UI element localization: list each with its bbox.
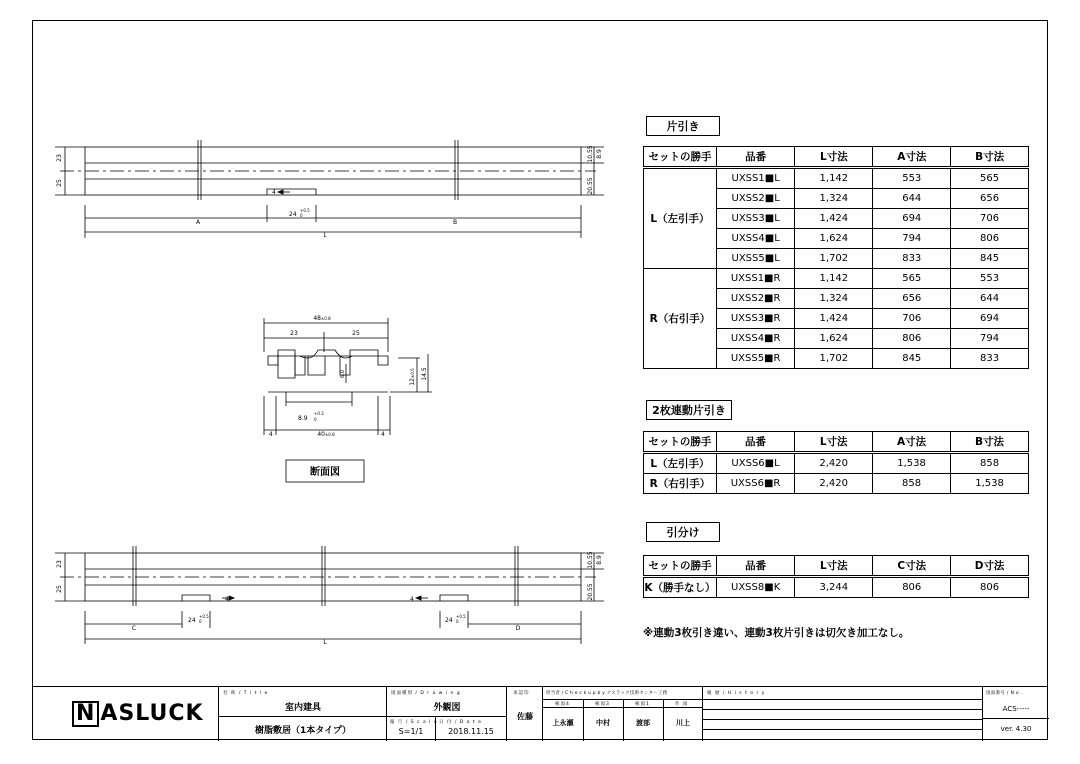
cell: 806 [951, 577, 1029, 598]
cell: 1,538 [951, 474, 1029, 494]
cell: K（勝手なし） [644, 577, 717, 598]
cell: UXSS4■R [716, 329, 794, 349]
number-label: 図面番号 / N o . [986, 691, 1023, 696]
header-c: C寸法 [873, 556, 951, 577]
split-table-title: 引分け [646, 522, 720, 542]
header-l: L寸法 [795, 556, 873, 577]
history-cell [702, 687, 982, 741]
scale-label: 縮 尺 / S c a l e [390, 720, 438, 725]
header-d: D寸法 [951, 556, 1029, 577]
section-slot: 8.9 [298, 415, 308, 422]
cell: 845 [951, 249, 1029, 269]
section-side-left: 4 [269, 431, 273, 438]
section-height-inner: 12±0.5 [409, 368, 416, 386]
cell: 1,142 [795, 168, 873, 189]
cell: 806 [873, 329, 951, 349]
cell: 2,420 [795, 474, 873, 494]
cell: UXSS3■L [716, 209, 794, 229]
check-label: 担当者 / C h e c k u p b y ナスラック技術センター工務 [546, 691, 668, 696]
cell: 656 [951, 189, 1029, 209]
checker-name: 川上 [676, 719, 690, 727]
header-b: B寸法 [951, 147, 1029, 168]
top-dim-right-2: 8.9 [596, 149, 603, 159]
cell: 1,424 [795, 209, 873, 229]
checkers-cell [542, 687, 702, 741]
cell: UXSS8■K [716, 577, 794, 598]
table-row [644, 577, 1029, 598]
cell: 565 [951, 168, 1029, 189]
bottom-label-d: D [515, 625, 521, 632]
cell: 1,324 [795, 189, 873, 209]
cell: UXSS6■R [716, 474, 794, 494]
table-row [644, 453, 1029, 474]
bottom-label-l: L [323, 639, 327, 646]
top-dim-right-1: 10.55 [587, 145, 594, 163]
top-notch-dim: 24 [289, 211, 297, 218]
cell: UXSS6■L [716, 453, 794, 474]
version: ver. 4.30 [1000, 725, 1032, 733]
header-part: 品番 [716, 147, 794, 168]
table-row [644, 474, 1029, 494]
top-notch-tol-lower: 0 [300, 213, 303, 218]
cell: UXSS2■R [716, 289, 794, 309]
header-b: B寸法 [951, 432, 1029, 453]
cell: 553 [951, 269, 1029, 289]
checker-role: 検図3 [595, 702, 610, 707]
hand-left: L（左引手） [644, 168, 717, 269]
cell: 3,244 [795, 577, 873, 598]
cell: 1,538 [873, 453, 951, 474]
single-table-title: 片引き [646, 116, 720, 136]
drawing-number: ACS----- [1002, 705, 1030, 713]
cell: 553 [873, 168, 951, 189]
checker-role: 検図1 [635, 702, 650, 707]
cell: L（左引手） [644, 453, 717, 474]
top-dim-left-bottom: 25 [56, 179, 63, 187]
checker-name: 上永瀬 [552, 719, 574, 727]
double-slide-table [643, 431, 1029, 494]
drawing-cell [386, 687, 506, 741]
bottom-dim-right-3: 20.55 [587, 583, 594, 601]
top-view [55, 140, 604, 238]
split-slide-table [643, 555, 1029, 598]
bottom-notch-right: 24 [445, 617, 453, 624]
cell: UXSS5■L [716, 249, 794, 269]
double-table-title: 2枚連動片引き [646, 400, 732, 420]
cell: 833 [951, 349, 1029, 369]
hand-right: R（右引手） [644, 269, 717, 369]
bottom-notch-left: 24 [188, 617, 196, 624]
cell: 845 [873, 349, 951, 369]
header-part: 品番 [716, 556, 794, 577]
header-l: L寸法 [795, 432, 873, 453]
history-label: 履 歴 / H i s t o r y [707, 691, 766, 696]
cell: 656 [873, 289, 951, 309]
header-part: 品番 [716, 432, 794, 453]
section-view [264, 318, 432, 482]
title-line-1: 室内建具 [284, 703, 321, 713]
table-row [644, 168, 1029, 189]
title-line-2: 樹脂敷居（1本タイプ） [255, 726, 351, 736]
bottom-notch-right-tol-lower: 0 [456, 619, 459, 624]
cell: UXSS4■L [716, 229, 794, 249]
date-value: 2018.11.15 [448, 727, 494, 736]
cell: 694 [951, 309, 1029, 329]
date-label: 日 付 / D a t e [439, 720, 482, 725]
header-a: A寸法 [873, 147, 951, 168]
top-label-a: A [195, 219, 201, 226]
checker-role: 検図4 [555, 702, 570, 707]
section-slot-tol-upper: +0.3 [314, 411, 324, 416]
checker-role: 作 図 [675, 702, 689, 707]
cell: UXSS1■L [716, 168, 794, 189]
logo-n: N [72, 701, 99, 727]
approver-cell [506, 687, 542, 741]
bottom-dim-left-top: 23 [56, 560, 63, 568]
drawing-type: 外観図 [433, 703, 461, 713]
cell: 706 [873, 309, 951, 329]
section-width-top: 48±0.8 [313, 315, 331, 322]
header-hand: セットの勝手 [644, 432, 717, 453]
approver-name: 佐藤 [517, 712, 533, 721]
header-a: A寸法 [873, 432, 951, 453]
bottom-view [55, 546, 604, 644]
company-logo [72, 701, 204, 727]
header-hand: セットの勝手 [644, 147, 717, 168]
section-half-right: 25 [352, 330, 360, 337]
cell: 1,624 [795, 229, 873, 249]
section-height-total: 14.5 [421, 367, 428, 381]
cell: UXSS2■L [716, 189, 794, 209]
cell: 794 [873, 229, 951, 249]
cell: 1,324 [795, 289, 873, 309]
cell: 644 [951, 289, 1029, 309]
section-slot-tol-lower: 0 [314, 417, 317, 422]
cell: 2,420 [795, 453, 873, 474]
logo-text: ASLUCK [100, 701, 204, 726]
cell: 1,702 [795, 249, 873, 269]
top-dim-left-top: 23 [56, 154, 63, 162]
header-hand: セットの勝手 [644, 556, 717, 577]
cell: 644 [873, 189, 951, 209]
bottom-notch-left-tol-lower: 0 [199, 619, 202, 624]
bottom-notch-right-tol-upper: +0.5 [456, 614, 466, 619]
title-block [32, 686, 1048, 741]
top-label-b: B [452, 219, 458, 226]
cell: 1,142 [795, 269, 873, 289]
table-note: ※連動3枚引き違い、連動3枚片引きは切欠き加工なし。 [643, 627, 910, 639]
number-cell [982, 687, 1048, 741]
section-width-bottom: 40±0.8 [317, 431, 335, 438]
drawing-label: 図面種別 / D r a w i n g [391, 691, 461, 696]
bottom-label-c: C [131, 625, 137, 632]
approver-label: 承認印 [513, 691, 530, 696]
cell: 706 [951, 209, 1029, 229]
cell: UXSS5■R [716, 349, 794, 369]
cell: 1,424 [795, 309, 873, 329]
bottom-dim-right-2: 8.9 [596, 555, 603, 565]
bottom-notch-left-tol-upper: +0.5 [199, 614, 209, 619]
top-arrow-label: 4 [272, 189, 276, 196]
bottom-dim-right-1: 10.55 [587, 551, 594, 569]
cell: 858 [873, 474, 951, 494]
title-label: 名 称 / T i t l e [223, 691, 269, 696]
top-label-l: L [323, 232, 327, 239]
checker-name: 渡部 [636, 719, 650, 727]
bottom-dim-left-bottom: 25 [56, 585, 63, 593]
scale-value: S=1/1 [398, 727, 424, 736]
cell: 806 [951, 229, 1029, 249]
header-l: L寸法 [795, 147, 873, 168]
cell: 833 [873, 249, 951, 269]
section-slot-depth: 6.0 [340, 370, 346, 378]
cell: UXSS3■R [716, 309, 794, 329]
checker-name: 中村 [596, 719, 610, 727]
cell: 806 [873, 577, 951, 598]
single-slide-table [643, 146, 1029, 369]
bottom-arrow-label-left: 4 [225, 596, 229, 603]
top-dim-right-3: 20.55 [587, 177, 594, 195]
cell: 1,702 [795, 349, 873, 369]
section-side-right: 4 [381, 431, 385, 438]
cell: UXSS1■R [716, 269, 794, 289]
cell: 694 [873, 209, 951, 229]
title-cell [218, 687, 386, 741]
cell: R（右引手） [644, 474, 717, 494]
cell: 858 [951, 453, 1029, 474]
cell: 1,624 [795, 329, 873, 349]
cell: 565 [873, 269, 951, 289]
table-row [644, 269, 1029, 289]
section-half-left: 23 [290, 330, 298, 337]
section-caption: 断面図 [310, 467, 340, 478]
bottom-arrow-label-right: 4 [410, 596, 414, 603]
top-notch-tol-upper: +0.5 [300, 208, 310, 213]
cell: 794 [951, 329, 1029, 349]
